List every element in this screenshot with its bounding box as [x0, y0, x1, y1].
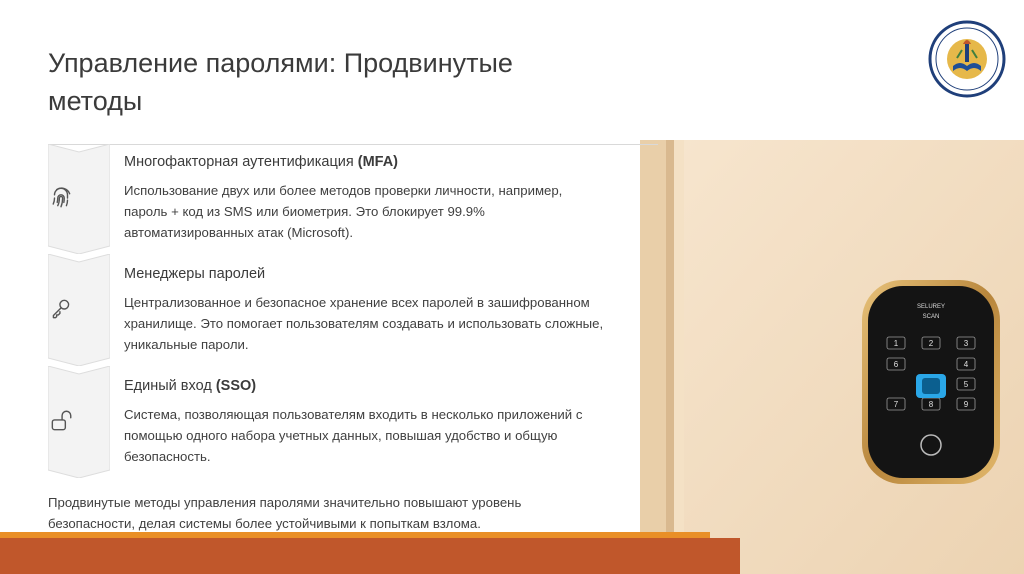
password-manager-description: Централизованное и безопасное хранение всех паролей в зашифрованном хранилище. Это помогает пользователям создавать и использовать сложные, уникальные пароли.: [124, 295, 604, 352]
title-line-1: Управление паролями: Продвинутые: [48, 48, 513, 78]
keypad-key-label: 6: [893, 360, 899, 369]
item-marker-2: [48, 254, 110, 366]
keypad-key-label: 4: [963, 360, 969, 369]
summary-text: Продвинутые методы управления паролями значительно повышают уровень безопасности, делая системы более устойчивыми к попыткам взлома.: [48, 495, 522, 531]
footer-bar: [0, 538, 740, 574]
mfa-description: Использование двух или более методов проверки личности, например, пароль + код из SMS или биометрия. Это блокирует 99.9% автоматизированных атак (Microsoft).: [124, 183, 563, 240]
keypad-key-label: 1: [893, 339, 899, 348]
unlock-icon: [48, 408, 74, 434]
keypad-key-label: 5: [963, 380, 969, 389]
item-marker-3: [48, 366, 110, 478]
svg-text:SELUREY: SELUREY: [916, 304, 946, 310]
university-logo: [928, 20, 1006, 98]
keypad-key-label: 7: [893, 400, 899, 409]
fingerprint-lock-photo: [640, 140, 1024, 574]
keypad-key-label: 9: [963, 400, 969, 409]
list-divider: [48, 144, 658, 145]
sso-title: Единый вход (SSO): [124, 378, 257, 394]
slide-title: [48, 44, 608, 120]
item-marker-1: [48, 144, 110, 254]
key-icon: [48, 296, 74, 322]
svg-text:SCAN: SCAN: [922, 314, 940, 320]
keypad-key-label: 3: [963, 339, 969, 348]
keypad-key-label: 2: [928, 339, 934, 348]
password-manager-title: Менеджеры паролей: [124, 266, 266, 282]
fingerprint-icon: [48, 184, 74, 210]
title-line-2: методы: [48, 86, 143, 116]
sso-description: Система, позволяющая пользователям входить в несколько приложений с помощью одного набора учетных данных, повышая удобство и общую безопасность.: [124, 407, 583, 464]
keypad-key-label: 8: [928, 400, 934, 409]
mfa-title: Многофакторная аутентификация (MFA): [124, 154, 398, 170]
